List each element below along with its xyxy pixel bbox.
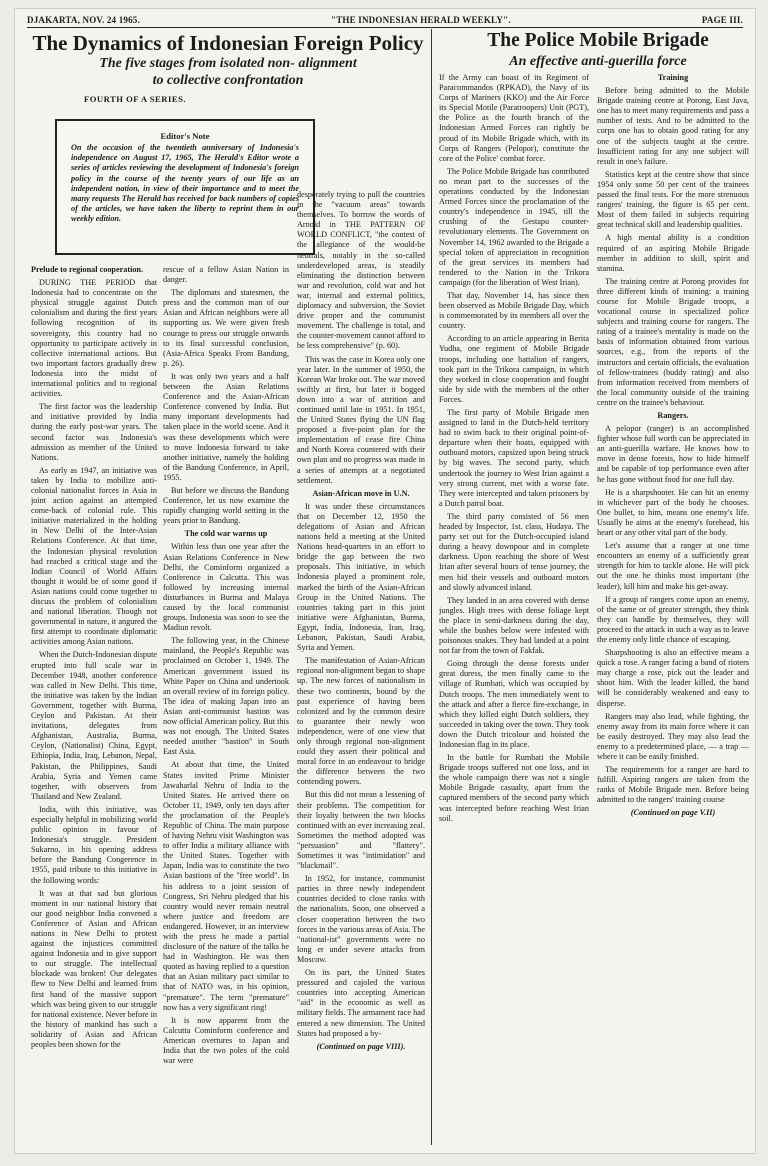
paragraph: The requirements for a ranger are hard to fulfill. Aspiring rangers are taken from the ranks of Mobile Brigade men. Before being admitted to the rangers' training course — [597, 765, 749, 805]
paragraph: On its part, the United States pressured and cajoled the various countries into accepting American "aid" in the economic as well as military fields. The armament race had entered a new dimension. The United States had proposed a by- — [297, 968, 425, 1038]
paragraph: The Police Mobile Brigade has contributed no mean part to the successes of the operations conducted by the Indonesian Armed Forces since the proclamation of the country's independence in 1945, till the crushing of the Gestapu counter-revolutionary elements. The Government on November 14, 1962 awarded to the Brigade a special token of appreciation in recognition of the great services its members had rendered to the Nation in the Trikora campaign (for the liberation of West Irian). — [439, 166, 589, 287]
section-subheading: The cold war warms up — [184, 529, 268, 539]
foreign-policy-subtitle-2: to collective confrontation — [152, 73, 304, 88]
paragraph: Before being admitted to the Mobile Brigade training centre at Porong, East Java, one has to meet many requirements and pass a number of tests. And to be admitted to the corps one has to obtain good rating for any one of the subjects taught at the centre. Insufficient rating for any one subject will result in one's failure. — [597, 86, 749, 166]
foreign-policy-subtitle-1: The five stages from isolated non- alignment — [99, 56, 357, 71]
paragraph: India, with this initiative, was especially helpful in mobilizing world public opinion in favour of Indonesia's struggle. President Sukarno, in his opening address before the Bandung Congerence in 1955, paid tribute to this initiative in the following words: — [31, 804, 157, 885]
editors-note-title: Editor's Note — [160, 131, 210, 141]
paragraph: In the battle for Rumbati the Mobile Brigade troops suffered not one loss, and in the whole campaign there was not a single Mobile Brigade casualty, apart from the captured members of the second party which was intercepted before reaching West Irian soil. — [439, 753, 589, 823]
paragraph: Going through the dense forests under great duress, the men finally came to the village of Rumbati, which was occupied by Dutch troops. The men immediately went to the attack and after a fierce fire-exchange, in which they killed eight Dutch soldiers, they succeeded in taking over the town. They took down the Dutch tricolour and hoisted the Indonesian flag in its place. — [439, 659, 589, 749]
paragraph: In 1952, for instance, communist parties in three newly independent countries decided to close ranks with the nationalists. Soon, one observed a closer cooperation between the two forces in the various areas of Asia. The "national-ist" governments were no long er under severe attacks from Moscow. — [297, 874, 425, 964]
editors-note-text: On the occasion of the twentieth anniversary of Indonesia's independence on August 17, 1965, The Herald's Editor wrote a series of articles reviewing the development of Indonesia's foreign policy in the course of the twenty years of our life as an independent nation, in view of their importance and to meet the many requests The Herald has received for back numbers of copies of the articles, we have taken the liberty to reprint them in our weekly edition. — [71, 143, 299, 224]
paragraph: That day, November 14, has since then been observed as Mobile Brigade Day, which is commemorated by its members all over the country. — [439, 290, 589, 331]
foreign-policy-column-1 — [31, 265, 157, 1145]
paragraph: DURING THE PERIOD that Indonesia had to concentrate on the physical struggle against Dutch colonialism and during the first years following recognition of its sovereignty, this country had no opportunity to participate actively in collective international actions. But two important factors gradually drew Indonesia into the midst of international politics and to regional activities. — [31, 278, 157, 399]
paragraph: According to an article appearing in Berita Yudha, one regiment of Mobile Brigade troops, including one battalion of rangers, took part in the Trikora campaign, in which they worked in close cooperation and fought side by side with the members of the other Forces. — [439, 334, 589, 404]
paragraph: When the Dutch-Indonesian dispute erupted into full scale war in December 1948, another conference was called in New Delhi. This time, the initiative was taken by the Indian Government, together with Burma, Ceylon and Pakistan. At their invitations, delegates from Afghanistan, Australia, Burma, Ceylon, (Nationalist) China, Egypt, Ethiopia, India, Iraq, Lebanon, Nepal, Pakistan, the Philippines, Saudi Arabia, Syria and Yemen came together, with observers from Thailand and New Zealand. — [31, 650, 157, 801]
paragraph: It was at that sad but glorious moment in our national history that our good neighbor India convened a Conference of Asian and African nations in New Delhi to protest against the injustices committed against Indonesia and to give support to our struggle. The intellectual blockade was broken! Our delegates flew to New Delhi and learned from first hand of the massive support which was being given to our struggle for national existence. Never before in the history of mankind has such a solidarity of Asian and African peoples been shown for the — [31, 888, 157, 1050]
paragraph: This was the case in Korea only one year later. In the summer of 1950, the Korean War broke out. The war moved swiftly at first, but later it bogged down into a war of attrition and continued until late in 1951. In 1951, the United States flying the UN flag proposed a five-point plan for the implementation of cease fire China and North Korea countered with their own plan and no progress was made in a series of attempts at a negotiated settlement. — [297, 354, 425, 485]
paragraph: Within less than one year after the Asian Relations Conference in New Delhi, the Cominform organized a Conference in Calcutta. This was followed by increasing internal disturbances in Burma and Malaya caused by the local communist groups. Indonesia was soon to see the Madiun revolt. — [163, 542, 289, 633]
paragraph: But before we discuss the Bandung Conference, let us now examine the rapidly changing world setting in the years prior to Bandung. — [163, 485, 289, 526]
series-label: FOURTH OF A SERIES. — [84, 94, 186, 104]
article-divider — [431, 29, 432, 1145]
paper-name: "THE INDONESIAN HERALD WEEKLY". — [331, 15, 511, 25]
section-subheading: Rangers. — [657, 411, 689, 420]
paragraph: He is a sharpshooter. He can hit an enemy in whichever part of the body he chooses. One bullet, to him, means one enemy's life. Usually he aims at the enemy's forehead, his heart or any other vital part of the body. — [597, 487, 749, 538]
police-brigade-column-2 — [597, 73, 749, 1145]
paragraph: The diplomats and statesmen, the press and the common man of our Asian and African neighbors were all supporting us. We were given fresh courage to press our struggle onwards to its final successful conclusion, (Asia-Africa Speaks From Bandung, p. 26). — [163, 288, 289, 368]
paragraph: As early as 1947, an initiative was taken by India to mobilize anti-colonial nationalist forces in Asia in joint action against an attempted come-back of colonial rule. This initiative materialized in the holding in New Delhi of the Inter-Asian Relations Conference. At that time, the Indonesian physical revolution had reached a critical stage and the Indian Council of World Affairs thought it would be of some good if Asian nations could come together to discuss the problem of colonialism and national liberation. Though not governmental in nature, it angured the first attempt to coordinate diplomatic activities among Asian nations. — [31, 465, 157, 647]
editors-note-box — [55, 119, 315, 255]
page-number: PAGE III. — [701, 15, 743, 25]
foreign-policy-column-3 — [297, 190, 425, 1145]
masthead — [27, 13, 743, 28]
paragraph: Statistics kept at the centre show that since 1954 only some 50 per cent of the trainees passed the final tests. For the more strenuous rangers' training, the figure is 65 per cent. Most of them failed in subjects requiring great technical skill and leadership qualities. — [597, 169, 749, 230]
continued-note: (Continued on page V.II) — [630, 808, 716, 818]
paragraph: They landed in an area covered with dense jungles. High trees with dense foliage kept the place in semi-darkness during the day, while the bushes below were infested with poisonous snakes. They had landed at a point not far from the town of Fakfak. — [439, 595, 589, 656]
paragraph: If a group of rangers come upon an enemy, of the same or of greater strength, they think they can handle by themselves, they will proceed to the attack in such a way as to leave the enemy only little chance of escaping. — [597, 594, 749, 644]
foreign-policy-headline — [29, 31, 427, 89]
paragraph: It was under these circumstances that on December 12, 1950 the delegations of Asian and African nations held a meeting at the United Nations head-quarters in an effort to bridge the gap between the two proposals. This initiative, in which Indonesia played a prominent role, marked the birth of the Asian-African Group in the United Nations. The countries taking part in this joint initiative were Afghanistan, Burma, Egypt, India, Indonesia, Iran, Iraq, Lebanon, Pakistan, Saudi Arabia, Syria and Yemen. — [297, 501, 425, 653]
paragraph: A high mental ability is a condition required of an aspiring Mobile Brigade member in addition to skill, spirit and stamina. — [597, 233, 749, 273]
dateline: DJAKARTA, NOV. 24 1965. — [27, 15, 140, 25]
paragraph: The third party consisted of 56 men headed by Inspector, 1st. class, Hudaya. The party set out for the Dutch-occupied island during a heavy downpour and in complete darkness. Upon reaching the shore of West Irian after several hours of tense journey, the men hid their vessels and outboard motors and slowly advanced inland. — [439, 511, 589, 592]
paragraph: At about that time, the United States invited Prime Minister Jawaharlal Nehru of India to the United States. He arrived there on October 11, 1949, only ten days after the proclamation of the People's Republic of China. The main purpose of having Nehru visit Washington was to offer India a military alliance with the United States. Together with Japan, India was to constitute the two Asian bastions of the "free world". In his address to a joint session of Congress, Sri Nehru pledged that his country would never remain neutral where justice and freedom are endangered. However, in an interview with the press he made a partial disclosure of the nature of the talks he had in Washington. He was then quoted as having replied to a question that an Asian military pact similar to that of NATO was, in his opinion, "premature". The term "premature" now has a very significant ring! — [163, 760, 289, 1012]
paragraph: A pelopor (ranger) is an accomplished fighter whose full worth can be appreciated in an anti-guerilla warfare. He knows how to move in dense forests, how to hide himself and be capable of top performance even after he has gone without food for one full day. — [597, 424, 749, 484]
paragraph: desperately trying to pull the countries in the "vacuum areas" towards themselves. To borrow the words of Arnold in THE PATTERN OF WORLD CONFLICT, "the contest of the allegiance of the would-be neutrals, notably in the so-called underdeveloped areas, is steadily eliminating the distinction between war and revolution, cold war and hot war, internal and external politics, diplomacy and subversion, the Soviet drive proper and the communist movement. The challenge is total, and the counter-movement cannot afford to be less comprehensive" (p. 60). — [297, 190, 425, 351]
police-brigade-headline — [439, 29, 757, 70]
paragraph: It is now apparent from the Calcutta Cominform conference and American overtures to Japan and India that the two poles of the cold war were — [163, 1015, 289, 1066]
paragraph: The training centre at Porong provides for three different kinds of training: a training course for Mobile Brigade troops, a vocational course in specialized police subjects and training course for rangers. The rating of a trainee's mentality is made on the basis of information obtained from various sources, e.g., from the reports of the instructors and certain officials, the evaluation of fellow-trainees (buddy rating) and also from information received from members of the local community outside of the training centre on the trainee's behaviour. — [597, 276, 749, 407]
newspaper-page — [14, 8, 756, 1154]
paragraph: Prelude to regional cooperation. — [31, 265, 144, 274]
paragraph: Sharpshooting is also an effective means a quick a rose. A ranger facing a band of rioters may charge a rose, pick out the leader and shoot him. With the leader killed, the band will be considerably weakened and easy to disperse. — [597, 648, 749, 708]
continued-note: (Continued on page VIII). — [316, 1041, 406, 1051]
paragraph: The manifestation of Asian-African regional non-alignment began to shape up. The new forces of nationalism in these two continents, bound by the past experience of having been colonized and by the common desire to guarantee their newly won independence, were of one view that only through regional non-alignment could they assert their political and moral force in an endeavour to bridge the difference between the two contending powers. — [297, 656, 425, 787]
foreign-policy-column-2 — [163, 265, 289, 1145]
paragraph: If the Army can boast of its Regiment of Paracommandos (RPKAD), the Navy of its Corps of Mariners (KKO) and the Air Force its Special Motile (Paratroopers) Unit (PGT), the Police as the fourth branch of the Indonesian Armed Forces can rightly be proud of its Mobile Brigade which, with its Corps of Rangers (Pelopor), constitute the core of the Police' combat force. — [439, 73, 589, 163]
paragraph: Let's assume that a ranger at one time encounters an enemy of a sufficiently great strength for him to tackle alone. He will pick out the one he thinks most important (the leader), kill him and make his get-away. — [597, 541, 749, 591]
paragraph: The first party of Mobile Brigade men assigned to land in the Dutch-held territory had to swim back to their original point-of-departure when their boats, equipped with outboard motors, capsized upon being struck by big waves. The second party, which undertook the journey to West Irian against a very strong current, met with a worse fate. They were intercepted and taken prisoners by a Dutch patrol boat. — [439, 408, 589, 508]
paragraph: The first factor was the leadership and initiative provided by India during the early post-war years. The second factor was Indonesia's admission as member of the United Nations. — [31, 402, 157, 462]
police-brigade-column-1 — [439, 73, 589, 1145]
police-brigade-title: The Police Mobile Brigade — [487, 30, 709, 51]
foreign-policy-title: The Dynamics of Indonesian Foreign Policy — [32, 31, 424, 55]
paragraph: Rangers may also lead, while fighting, the enemy away from its main force where it can be easily destroyed. They may also lead the enemy to a predetermined place, — a trap — where it can be easily finished. — [597, 711, 749, 761]
police-brigade-subtitle: An effective anti-guerilla force — [509, 54, 687, 69]
section-subheading: Training — [657, 73, 689, 82]
paragraph: rescue of a fellow Asian Nation in danger. — [163, 265, 289, 285]
section-subheading: Asian-African move in U.N. — [312, 488, 410, 498]
paragraph: It was only two years and a half between the Asian Relations Conference and the Asian-African Conference convened by India. But many important developments had taken place in the world scene. And it was these developments which were to move Indonesia forward to take another initiative, namely the holding of the Bandung Conference, in April, 1955. — [163, 371, 289, 482]
paragraph: But this did not mean a lessening of their problems. The competition for their loyalty between the two blocks continued with an ever increasing zeal. Sometimes the method adopted was "persuasion" and "flattery". Sometimes it was "intimidation" and "blackmail". — [297, 790, 425, 871]
paragraph: The following year, in the Chinese mainland, the People's Republic was proclaimed on October 1, 1949. The American government issued its White Paper on China and undertook an overall review of its foreign policy. The idea of making Japan into an Asian anti-communist bastion was now official American policy. But this was not enough. The United States needed another "bastion" in South East Asia. — [163, 636, 289, 757]
